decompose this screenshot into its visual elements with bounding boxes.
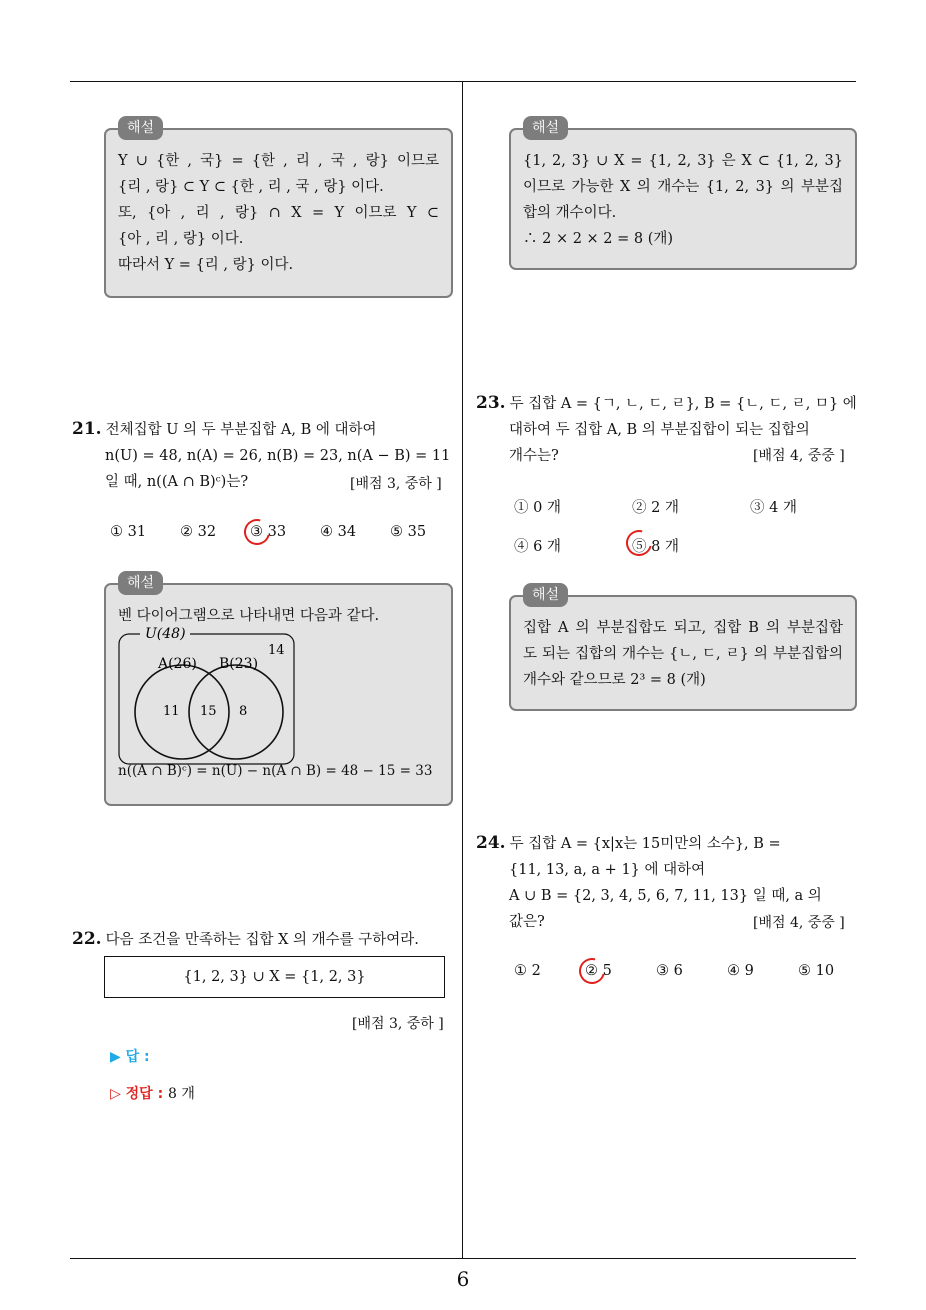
explanation-line: 도 되는 집합의 개수는 {ㄴ, ㄷ, ㄹ} 의 부분집합의: [523, 646, 843, 662]
explanation-line: 또, {아 , 리 , 랑} ∩ X = Y 이므로 Y ⊂: [118, 205, 439, 221]
top-rule: [70, 81, 856, 82]
set-b-label: B(23): [219, 656, 259, 672]
question-text: n(U) = 48, n(A) = 26, n(B) = 23, n(A − B) = 11: [105, 448, 451, 464]
choice-1[interactable]: ① 31: [110, 524, 147, 540]
venn-diagram: [118, 626, 308, 766]
choice-3[interactable]: ③ 6: [656, 963, 683, 979]
explanation-box-22: [509, 120, 857, 270]
bottom-rule: [70, 1258, 856, 1259]
choice-1[interactable]: ① 2: [514, 963, 541, 979]
intersection-count: 15: [200, 704, 217, 719]
only-a-count: 11: [163, 704, 180, 719]
question-text: A ∪ B = {2, 3, 4, 5, 6, 7, 11, 13} 일 때, a 의: [509, 888, 822, 904]
only-b-count: 8: [239, 704, 248, 719]
explanation-box-23: [509, 587, 857, 711]
choice-4[interactable]: ④ 9: [727, 963, 754, 979]
choice-5[interactable]: ⑤ 35: [390, 524, 427, 540]
question-text: 두 집합 A = {ㄱ, ㄴ, ㄷ, ㄹ}, B = {ㄴ, ㄷ, ㄹ, ㅁ} 에: [509, 396, 857, 412]
condition-box: {1, 2, 3} ∪ X = {1, 2, 3}: [104, 956, 445, 998]
question-22: [72, 926, 452, 953]
answer-label: ▶ 답 :: [110, 1049, 150, 1065]
correct-answer-value: 8 개: [168, 1086, 195, 1102]
question-text: 일 때, n((A ∩ B)ᶜ)는?: [105, 474, 249, 490]
choice-5[interactable]: ⑤ 10: [798, 963, 835, 979]
universe-label: U(48): [145, 626, 186, 642]
explanation-line: Y ∪ {한 , 국} = {한 , 리 , 국 , 랑} 이므로: [118, 153, 439, 169]
question-text: 다음 조건을 만족하는 집합 X 의 개수를 구하여라.: [105, 932, 419, 948]
explanation-line: ∴ 2 × 2 × 2 = 8 (개): [523, 231, 674, 247]
correct-answer: [110, 1083, 195, 1103]
choice-5-marked[interactable]: ⑤ 8 개: [632, 535, 750, 556]
set-a-label: A(26): [158, 656, 197, 672]
column-divider: [462, 82, 463, 1258]
question-text: 값은?: [509, 914, 545, 930]
question-number: 24.: [476, 833, 506, 853]
page-number: 6: [456, 1267, 470, 1291]
explanation-tag: 해설: [523, 116, 568, 140]
question-text: 전체집합 U 의 두 부분집합 A, B 에 대하여: [105, 422, 377, 438]
question-meta: [배점 4, 중중 ]: [753, 915, 845, 931]
outside-count: 14: [268, 643, 285, 658]
choice-1[interactable]: ① 0 개: [514, 500, 561, 516]
explanation-line: {1, 2, 3} ∪ X = {1, 2, 3} 은 X ⊂ {1, 2, 3}: [523, 153, 843, 169]
question-meta: [배점 3, 중하 ]: [352, 1016, 444, 1032]
question-text: 개수는?: [509, 448, 559, 464]
explanation-line: 합의 개수이다.: [523, 205, 617, 221]
choice-4[interactable]: ④ 34: [320, 524, 357, 540]
explanation-line: 개수와 같으므로 2³ = 8 (개): [523, 672, 706, 688]
explanation-line: 이므로 가능한 X 의 개수는 {1, 2, 3} 의 부분집: [523, 179, 843, 195]
explanation-tag: 해설: [118, 116, 163, 140]
answer-mark-circle: [574, 953, 610, 989]
explanation-box-20: [104, 120, 453, 298]
question-text: 두 집합 A = {x|x는 15미만의 소수}, B =: [509, 836, 781, 852]
correct-answer-label: ▷ 정답 :: [110, 1086, 164, 1102]
question-text: {11, 13, a, a + 1} 에 대하여: [509, 862, 706, 878]
explanation-line: {리 , 랑} ⊂ Y ⊂ {한 , 리 , 국 , 랑} 이다.: [118, 179, 384, 195]
choice-2[interactable]: ② 32: [180, 524, 217, 540]
explanation-tag: 해설: [523, 583, 568, 607]
explanation-line: 벤 다이어그램으로 나타내면 다음과 같다.: [118, 608, 380, 624]
choices-21: [110, 524, 460, 540]
choice-2-marked[interactable]: ② 5: [585, 963, 656, 979]
choices-24: [514, 963, 869, 979]
question-meta: [배점 4, 중중 ]: [753, 448, 845, 464]
choice-3[interactable]: ③ 4 개: [750, 500, 797, 516]
choice-4[interactable]: ④ 6 개: [514, 539, 561, 555]
explanation-tag: 해설: [118, 571, 163, 595]
complement-formula: n((A ∩ B)ᶜ) = n(U) − n(A ∩ B) = 48 − 15 = 33: [118, 763, 433, 779]
question-text: 대하여 두 집합 A, B 의 부분집합이 되는 집합의: [509, 422, 810, 438]
explanation-line: {아 , 리 , 랑} 이다.: [118, 231, 244, 247]
question-number: 23.: [476, 393, 506, 413]
answer-mark-circle: [239, 514, 275, 550]
choices-23-row1: [514, 496, 850, 517]
question-number: 22.: [72, 929, 102, 949]
choices-23-row2: [514, 535, 750, 556]
choice-3-marked[interactable]: ③ 33: [250, 524, 320, 540]
question-meta: [배점 3, 중하 ]: [350, 476, 442, 492]
choice-2[interactable]: ② 2 개: [632, 500, 679, 516]
explanation-line: 집합 A 의 부분집합도 되고, 집합 B 의 부분집합: [523, 620, 843, 636]
question-number: 21.: [72, 419, 102, 439]
explanation-line: 따라서 Y = {리 , 랑} 이다.: [118, 257, 294, 273]
